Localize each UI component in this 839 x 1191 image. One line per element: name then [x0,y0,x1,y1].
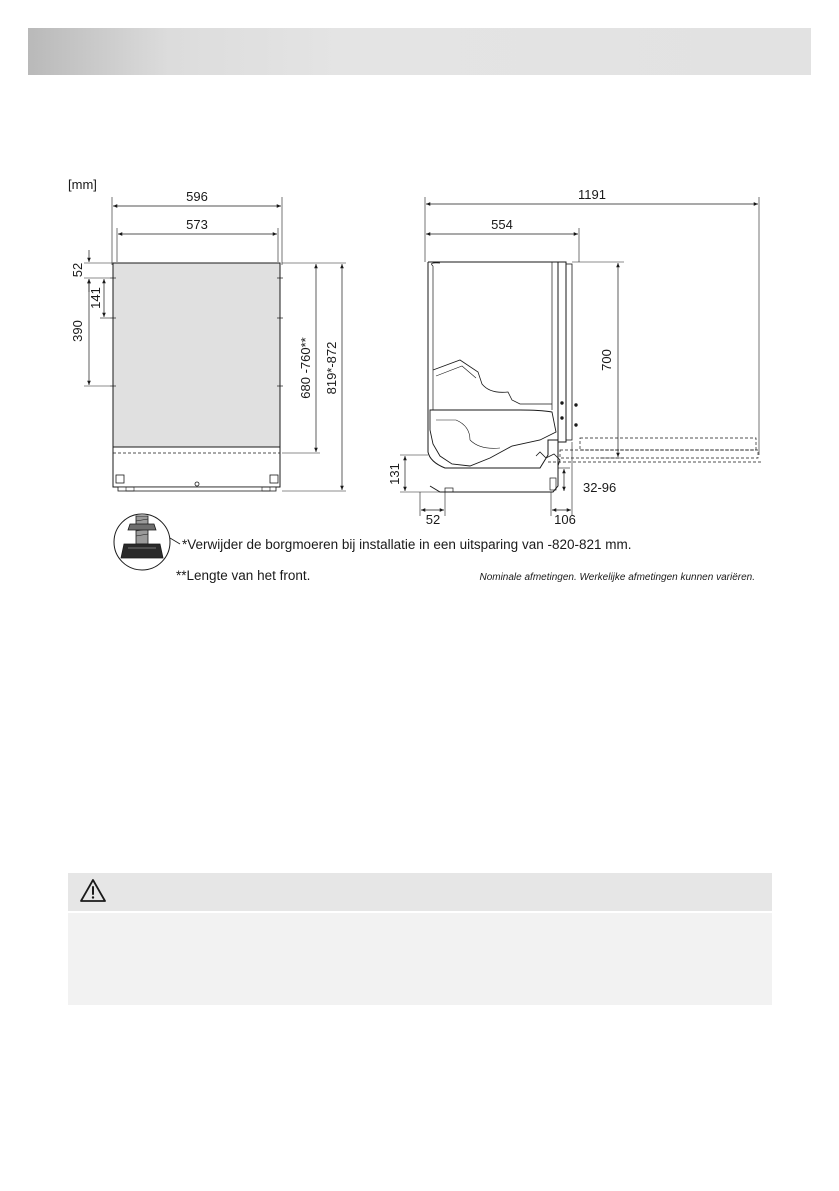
dim-mid: 141 [88,287,103,309]
warning-triangle-icon [79,878,107,904]
dim-top: 52 [70,262,85,278]
unit-label: [mm] [68,177,97,192]
dim-width-outer: 596 [186,189,208,204]
warning-header [68,873,772,913]
side-view [400,197,762,516]
nominal-note: Nominale afmetingen. Werkelijke afmetingen kunnen variëren. [479,572,755,583]
dim-left: 390 [70,320,85,342]
dim-width-inner: 573 [186,217,208,232]
warning-box [68,873,772,1005]
dim-front-offset: 106 [554,512,576,527]
dim-total-height: 819*-872 [324,341,339,395]
dim-plinth-range: 32-96 [583,480,617,495]
locknut-detail-icon [114,514,180,570]
front-length-note: **Lengte van het front. [176,568,311,583]
front-panel [113,263,280,447]
dim-height: 700 [599,349,614,371]
dim-total-depth: 1191 [578,187,606,202]
dim-front-length: 680 -760** [298,337,313,399]
dim-plinth-height: 131 [387,463,402,485]
dim-foot-offset: 52 [425,512,441,527]
dim-depth: 554 [491,217,513,232]
locknut-note: *Verwijder de borgmoeren bij installatie in een uitsparing van -820-821 mm. [182,537,632,552]
